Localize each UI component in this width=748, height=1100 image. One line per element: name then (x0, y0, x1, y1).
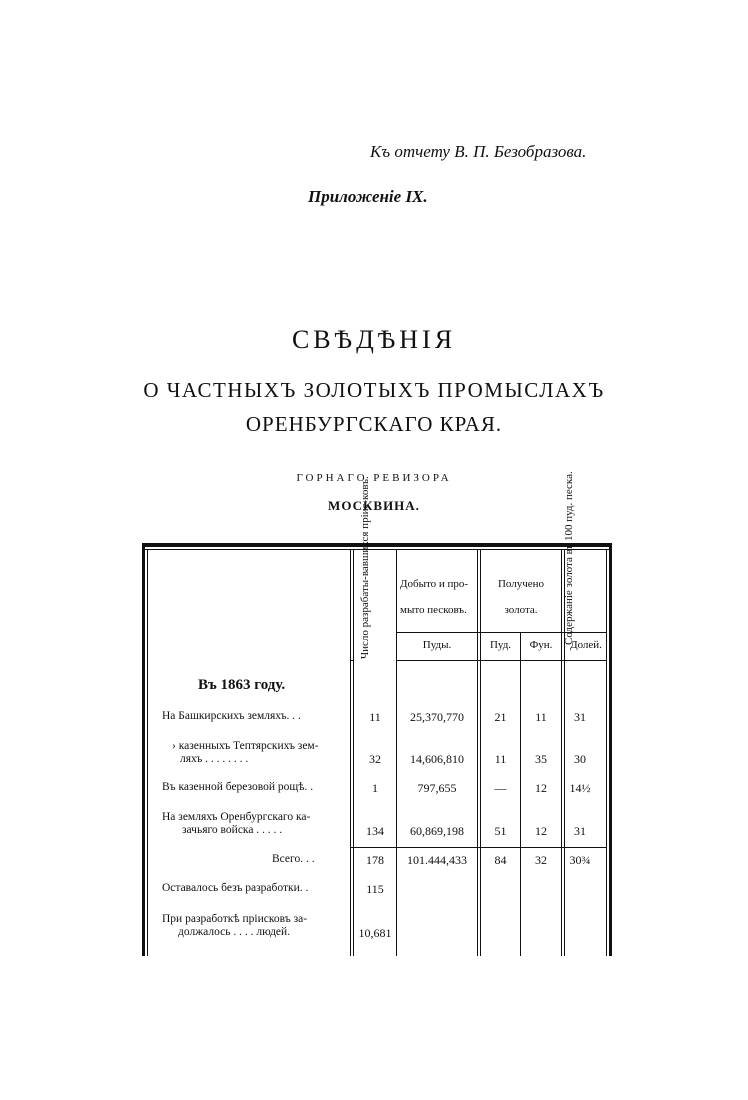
cell-sands: 25,370,770 (410, 710, 464, 724)
cell-mines: 1 (372, 781, 378, 795)
table-border-right (609, 543, 612, 956)
byline: ГОРНАГО РЕВИЗОРА (296, 472, 452, 484)
units-divider (396, 660, 607, 661)
attribution-line: Къ отчету В. П. Безобразова. (370, 142, 587, 161)
cell-fun: 12 (535, 824, 547, 838)
row-label: На Башкирскихъ земляхъ. . . (162, 710, 301, 722)
header-sands: Добыто и про-мыто песковъ. (400, 578, 469, 616)
header-mines: Число разрабаты-вавшихся пріис-ковъ. (359, 476, 371, 659)
unit-pud: Пуд. (489, 639, 512, 651)
cell-sands: 797,655 (417, 781, 457, 795)
cell-sands: 60,869,198 (410, 824, 464, 838)
cell-dol: 31 (574, 710, 586, 724)
row-label: должалось . . . . людей. (178, 926, 291, 938)
col-divider (477, 549, 478, 956)
cell-dol: 14½ (569, 781, 591, 795)
header-gold: Получено золота. (497, 578, 545, 616)
row-label: › казенныхъ Тептярскихъ зем- (172, 740, 319, 752)
cell-pud: 11 (494, 752, 507, 766)
row-label: Оставалось безъ разработки. . (162, 882, 309, 894)
col-divider (561, 549, 562, 956)
table-border-left (142, 543, 145, 956)
cell-pud: 84 (494, 853, 507, 867)
unit-fun: Фун. (529, 639, 553, 651)
cell-sands: 101.444,433 (407, 853, 467, 867)
units-divider (350, 660, 354, 661)
cell-fun: 11 (535, 710, 547, 724)
cell-dol: 31 (574, 824, 586, 838)
cell-mines: 115 (366, 882, 384, 896)
cell-dol: 30¾ (569, 853, 591, 867)
table-border-right-inner (606, 549, 607, 956)
author-name: МОСКВИНА. (328, 498, 420, 513)
cell-fun: 35 (535, 752, 547, 766)
cell-fun: 32 (535, 853, 547, 867)
row-label: ляхъ . . . . . . . . (180, 753, 249, 765)
cell-sands: 14,606,810 (410, 752, 464, 766)
cell-pud: 51 (494, 824, 507, 838)
document-title: СВѢДѢНІЯ (291, 325, 457, 354)
cell-pud: — (494, 781, 507, 795)
cell-mines: 10,681 (358, 926, 392, 940)
unit-sands: Пуды. (422, 639, 452, 651)
year-label: Въ 1863 году. (198, 677, 286, 693)
cell-mines: 32 (369, 752, 381, 766)
table-border-left-inner (147, 549, 148, 956)
cell-fun: 12 (535, 781, 547, 795)
row-label-total: Всего. . . (272, 853, 315, 865)
row-label: зачьяго войска . . . . . (182, 824, 283, 836)
cell-mines: 178 (366, 853, 384, 867)
header-content: Содержаніе золота въ 100 пуд. песка. (563, 471, 575, 645)
total-divider (350, 847, 607, 848)
col-divider (350, 549, 351, 956)
subtitle-line-1: О ЧАСТНЫХЪ ЗОЛОТЫХЪ ПРОМЫСЛАХЪ (143, 378, 605, 402)
appendix-label: Приложеніе IX. (308, 187, 428, 206)
cell-mines: 134 (366, 824, 384, 838)
row-label: При разработкѣ пріисковъ за- (162, 913, 308, 925)
row-label: Въ казенной березовой рощѣ. . (162, 781, 314, 793)
subtitle-line-2: ОРЕНБУРГСКАГО КРАЯ. (245, 412, 503, 436)
row-label: На земляхъ Оренбургскаго ка- (162, 811, 311, 823)
cell-pud: 21 (494, 710, 507, 724)
cell-dol: 30 (574, 752, 586, 766)
unit-dol: Долей. (570, 639, 602, 651)
cell-mines: 11 (369, 710, 381, 724)
